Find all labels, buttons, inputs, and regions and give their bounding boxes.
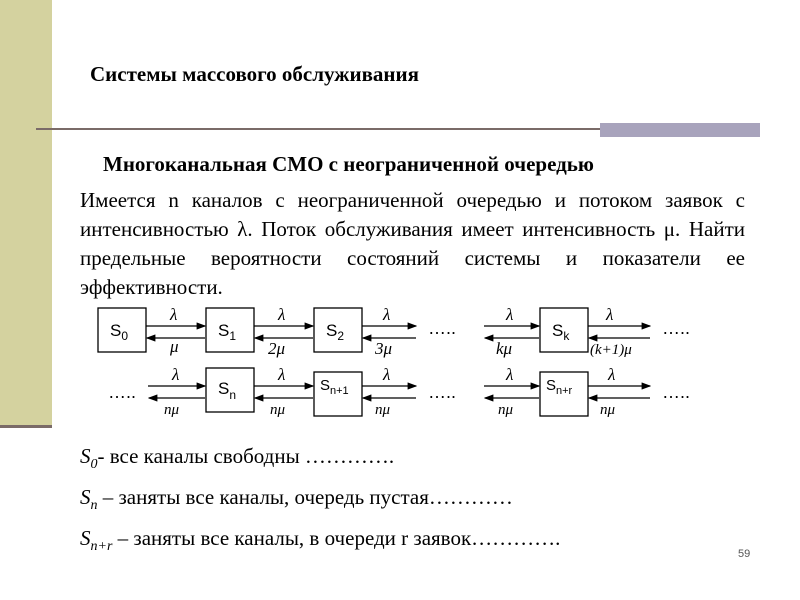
state-label-sn1: $S_{n+1}$ <box>320 377 349 397</box>
state-desc-snr: $S_{n+r}$ – заняты все каналы, в очереди r заявок…………. <box>80 526 561 554</box>
state-label-s2: $S_2$ <box>326 321 345 343</box>
ellipsis: ….. <box>662 382 691 402</box>
rate-lambda: λ <box>278 305 286 324</box>
rule-accent <box>600 123 760 137</box>
rate-n-mu: nμ <box>600 402 616 418</box>
state-transition-diagram <box>0 300 800 430</box>
state-label-sk: $S_k$ <box>552 321 570 343</box>
rate-mu: 2μ <box>268 339 286 358</box>
rate-lambda: λ <box>608 365 616 384</box>
rate-lambda: λ <box>383 365 391 384</box>
ellipsis: ….. <box>428 382 457 402</box>
ellipsis: ….. <box>108 382 137 402</box>
rate-mu: (k+1)μ <box>590 342 632 358</box>
rate-lambda: λ <box>506 365 514 384</box>
slide-subtitle: Многоканальная СМО с неограниченной очередью <box>103 152 594 176</box>
rate-lambda: λ <box>172 365 180 384</box>
rate-lambda: λ <box>506 305 514 324</box>
page-number: 59 <box>738 548 751 560</box>
state-desc-sn: $S_n$ – заняты все каналы, очередь пустая………… <box>80 485 513 513</box>
ellipsis: ….. <box>428 318 457 338</box>
slide-title: Системы массового обслуживания <box>90 62 419 86</box>
rate-mu: μ <box>170 337 179 356</box>
rate-lambda: λ <box>170 305 178 324</box>
rate-mu: 3μ <box>375 339 393 358</box>
state-label-s1: $S_1$ <box>218 321 237 343</box>
rate-n-mu: nμ <box>270 402 286 418</box>
state-desc-s0: $S_0-$ все каналы свободны …………. <box>80 444 395 472</box>
state-label-s0: $S_0$ <box>110 321 129 343</box>
rate-mu: kμ <box>496 339 513 358</box>
state-label-sn: $S_n$ <box>218 379 237 402</box>
rate-n-mu: nμ <box>498 402 514 418</box>
rate-n-mu: nμ <box>375 402 391 418</box>
state-label-snr: $S_{n+r}$ <box>546 377 573 397</box>
diagram-row-1 <box>98 305 690 358</box>
rate-lambda: λ <box>606 305 614 324</box>
ellipsis: ….. <box>662 318 691 338</box>
problem-paragraph: Имеется n каналов с неограниченной очередью и потоком заявок с интенсивностью λ. Поток обслуживания имеет интенсивность μ. Найти предельные вероятности состояний системы и показатели ее эффективности. <box>80 188 745 299</box>
rate-n-mu: nμ <box>164 402 180 418</box>
diagram-row-2 <box>108 365 690 418</box>
rate-lambda: λ <box>278 365 286 384</box>
states-description <box>80 440 780 563</box>
rate-lambda: λ <box>383 305 391 324</box>
